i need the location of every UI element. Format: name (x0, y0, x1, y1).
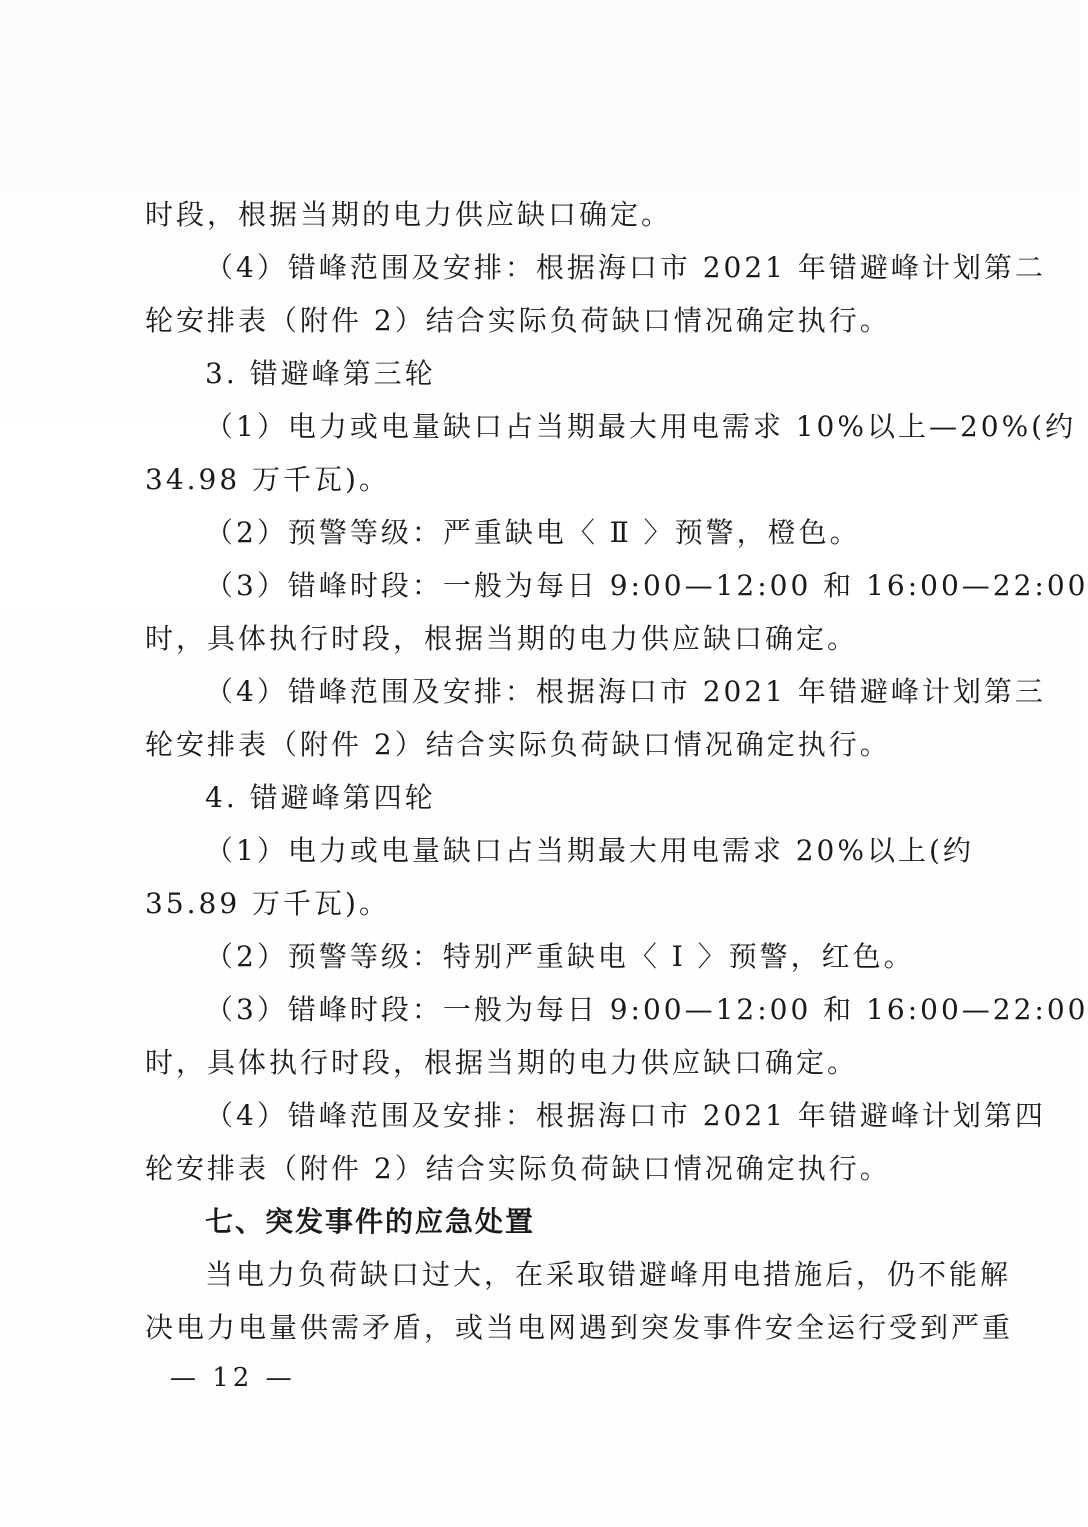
text-line-6: 34.98 万千瓦)。 (145, 463, 390, 496)
section-heading-round-3: 3. 错避峰第三轮 (205, 357, 436, 390)
text-line-16: （3）错峰时段：一般为每日 9:00—12:00 和 16:00—22:00 (205, 993, 1088, 1026)
text-line-14: 35.89 万千瓦)。 (145, 887, 390, 920)
text-line-21: 当电力负荷缺口过大，在采取错避峰用电措施后，仍不能解 (205, 1258, 1012, 1291)
text-line-5: （1）电力或电量缺口占当期最大用电需求 10%以上—20%(约 (205, 410, 1077, 443)
section-heading-round-4: 4. 错避峰第四轮 (205, 781, 436, 814)
text-line-17: 时，具体执行时段，根据当期的电力供应缺口确定。 (145, 1046, 859, 1079)
text-line-3: 轮安排表（附件 2）结合实际负荷缺口情况确定执行。 (145, 304, 891, 337)
text-line-13: （1）电力或电量缺口占当期最大用电需求 20%以上(约 (205, 834, 974, 867)
text-line-18: （4）错峰范围及安排：根据海口市 2021 年错避峰计划第四 (205, 1099, 1046, 1132)
text-line-15: （2）预警等级：特别严重缺电〈 Ⅰ 〉预警，红色。 (205, 940, 915, 973)
section-heading-emergency: 七、突发事件的应急处置 (205, 1205, 536, 1238)
page-number: — 12 — (170, 1363, 296, 1393)
text-line-8: （3）错峰时段：一般为每日 9:00—12:00 和 16:00—22:00 (205, 569, 1088, 602)
text-line-9: 时，具体执行时段，根据当期的电力供应缺口确定。 (145, 622, 859, 655)
text-line-2: （4）错峰范围及安排：根据海口市 2021 年错避峰计划第二 (205, 251, 1046, 284)
text-line-22: 决电力电量供需矛盾，或当电网遇到突发事件安全运行受到严重 (145, 1311, 1014, 1344)
text-line-11: 轮安排表（附件 2）结合实际负荷缺口情况确定执行。 (145, 728, 891, 761)
text-line-19: 轮安排表（附件 2）结合实际负荷缺口情况确定执行。 (145, 1152, 891, 1185)
text-line-10: （4）错峰范围及安排：根据海口市 2021 年错避峰计划第三 (205, 675, 1046, 708)
text-line-1: 时段，根据当期的电力供应缺口确定。 (145, 198, 673, 231)
text-line-7: （2）预警等级：严重缺电〈 Ⅱ 〉预警，橙色。 (205, 516, 861, 549)
